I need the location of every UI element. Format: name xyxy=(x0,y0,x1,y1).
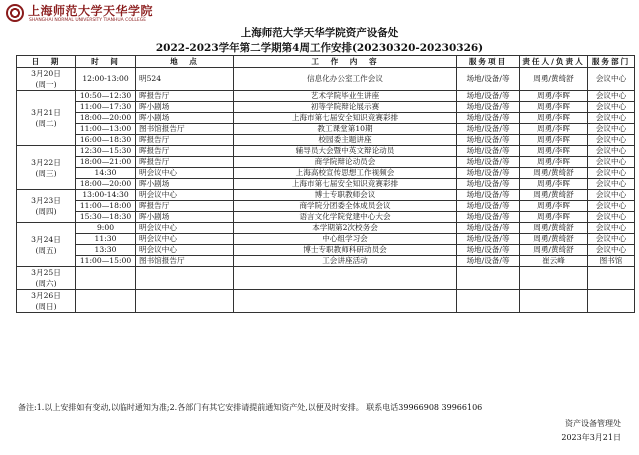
cell-dept: 会议中心 xyxy=(588,113,635,124)
cell-content: 本学期第2次校务会 xyxy=(234,223,457,234)
cell-person: 周勇/黄绮舒 xyxy=(520,223,588,234)
cell-place: 图书馆报告厅 xyxy=(136,256,234,267)
cell-time: 13:00-14:30 xyxy=(76,190,136,201)
table-row xyxy=(17,124,635,135)
table-row xyxy=(17,157,635,168)
cell-dept: 会议中心 xyxy=(588,102,635,113)
cell-place xyxy=(136,267,234,290)
cell-service xyxy=(457,290,520,313)
table-row xyxy=(17,113,635,124)
table-row xyxy=(17,146,635,157)
cell-content: 商学院分团委全体成员会议 xyxy=(234,201,457,212)
cell-time: 18:00—21:00 xyxy=(76,157,136,168)
cell-service: 场地/设备/等 xyxy=(457,201,520,212)
cell-person: 周勇/黄绮舒 xyxy=(520,245,588,256)
cell-service: 场地/设备/等 xyxy=(457,234,520,245)
cell-dept: 会议中心 xyxy=(588,157,635,168)
cell-dept: 图书馆 xyxy=(588,256,635,267)
cell-person: 周勇/黄绮舒 xyxy=(520,234,588,245)
cell-content: 博士专职教师科研动员会 xyxy=(234,245,457,256)
date-label: 3月21日 xyxy=(31,108,61,117)
cell-service: 场地/设备/等 xyxy=(457,190,520,201)
document-subtitle: 2022-2023学年第二学期第4周工作安排(20230320-20230326) xyxy=(155,42,484,54)
weekday-label: (周六) xyxy=(35,279,57,288)
table-header-row xyxy=(17,56,635,68)
cell-place xyxy=(136,290,234,313)
cell-place: 晖小剧场 xyxy=(136,102,234,113)
header-service: 服务项目 xyxy=(457,56,520,68)
footer-note: 备注:1.以上安排如有变动,以临时通知为准;2.各部门有其它安排请提前通知资产处,以便及时安排。 联系电话39966908 39966106 xyxy=(18,403,483,412)
header-place: 地 点 xyxy=(136,56,234,68)
cell-content: 语言文化学院党建中心大会 xyxy=(234,212,457,223)
header-content: 工 作 内 容 xyxy=(234,56,457,68)
cell-time: 11:00—17:30 xyxy=(76,102,136,113)
table-row xyxy=(17,256,635,267)
cell-time: 18:00—20:00 xyxy=(76,179,136,190)
cell-content: 商学院辩论动员会 xyxy=(234,157,457,168)
cell-content: 校园委主题讲座 xyxy=(234,135,457,146)
table-row xyxy=(17,234,635,245)
table-row xyxy=(17,267,635,290)
cell-time: 13:30 xyxy=(76,245,136,256)
cell-content: 中心组学习会 xyxy=(234,234,457,245)
cell-place: 晖小剧场 xyxy=(136,113,234,124)
date-label: 3月23日 xyxy=(31,196,61,205)
cell-person: 周勇/黄绮舒 xyxy=(520,68,588,91)
cell-service: 场地/设备/等 xyxy=(457,91,520,102)
cell-content xyxy=(234,290,457,313)
cell-content: 辅导员大会暨中英文辩论动员 xyxy=(234,146,457,157)
cell-date xyxy=(17,146,76,190)
cell-content: 信息化办公室工作会议 xyxy=(234,68,457,91)
cell-service: 场地/设备/等 xyxy=(457,113,520,124)
weekday-label: (周二) xyxy=(35,119,57,128)
cell-date xyxy=(17,223,76,267)
cell-time: 18:00—20:00 xyxy=(76,113,136,124)
cell-dept: 会议中心 xyxy=(588,223,635,234)
table-row xyxy=(17,290,635,313)
weekday-label: (周三) xyxy=(35,168,57,178)
cell-person: 周勇/李晖 xyxy=(520,212,588,223)
cell-dept xyxy=(588,267,635,290)
cell-place: 明524 xyxy=(136,68,234,91)
cell-time: 11:00—18:00 xyxy=(76,201,136,212)
cell-dept: 会议中心 xyxy=(588,201,635,212)
cell-person: 周勇/李晖 xyxy=(520,201,588,212)
cell-time: 11:00—13:00 xyxy=(76,124,136,135)
header-person: 责任人/负责人 xyxy=(520,56,588,68)
document-title: 上海师范大学天华学院资产设备处 xyxy=(240,27,399,39)
table-row xyxy=(17,179,635,190)
cell-service: 场地/设备/等 xyxy=(457,68,520,91)
schedule-table xyxy=(16,55,635,313)
table-row xyxy=(17,201,635,212)
header-date: 日 期 xyxy=(17,56,76,68)
issue-date: 2023年3月21日 xyxy=(561,433,621,442)
cell-service: 场地/设备/等 xyxy=(457,146,520,157)
cell-person: 周勇/李晖 xyxy=(520,124,588,135)
cell-place: 晖报告厅 xyxy=(136,91,234,102)
header-dept: 服务部门 xyxy=(588,56,635,68)
cell-person: 周勇/李晖 xyxy=(520,113,588,124)
cell-date xyxy=(17,267,76,290)
cell-place: 明会议中心 xyxy=(136,223,234,234)
cell-content: 博士专职教师会议 xyxy=(234,190,457,201)
college-logo xyxy=(3,2,178,26)
weekday-label: (周一) xyxy=(35,80,57,89)
cell-date xyxy=(17,91,76,146)
cell-date xyxy=(17,68,76,91)
cell-dept: 会议中心 xyxy=(588,124,635,135)
cell-person: 周勇/李晖 xyxy=(520,157,588,168)
cell-person: 周勇/李晖 xyxy=(520,102,588,113)
cell-time: 10:50—12:30 xyxy=(76,91,136,102)
date-label: 3月25日 xyxy=(31,268,61,277)
cell-dept: 会议中心 xyxy=(588,245,635,256)
weekday-label: (周五) xyxy=(35,245,57,255)
cell-time: 16:00—18:30 xyxy=(76,135,136,146)
cell-dept: 会议中心 xyxy=(588,212,635,223)
cell-content xyxy=(234,267,457,290)
schedule-body xyxy=(17,68,635,313)
cell-service: 场地/设备/等 xyxy=(457,168,520,179)
cell-place: 晖报告厅 xyxy=(136,135,234,146)
cell-person: 周勇/李晖 xyxy=(520,91,588,102)
cell-service: 场地/设备/等 xyxy=(457,102,520,113)
cell-dept: 会议中心 xyxy=(588,234,635,245)
cell-person: 周勇/李晖 xyxy=(520,146,588,157)
cell-content: 教工课堂第10期 xyxy=(234,124,457,135)
cell-place: 明会议中心 xyxy=(136,168,234,179)
cell-content: 上海市第七届安全知识竞赛彩排 xyxy=(234,179,457,190)
cell-service: 场地/设备/等 xyxy=(457,179,520,190)
logo-english-name: SHANGHAI NORMAL UNIVERSITY TIANHUA COLLEGE xyxy=(29,18,147,23)
date-label: 3月22日 xyxy=(31,157,61,167)
table-row xyxy=(17,91,635,102)
cell-time: 12:30—15:30 xyxy=(76,146,136,157)
table-row xyxy=(17,245,635,256)
cell-person: 周勇/李晖 xyxy=(520,135,588,146)
cell-service xyxy=(457,267,520,290)
cell-content: 上海市第七届安全知识竞赛彩排 xyxy=(234,113,457,124)
cell-time: 12:00-13:00 xyxy=(76,68,136,91)
cell-service: 场地/设备/等 xyxy=(457,223,520,234)
date-label: 3月24日 xyxy=(31,234,61,244)
cell-dept: 会议中心 xyxy=(588,146,635,157)
cell-place: 晖报告厅 xyxy=(136,146,234,157)
cell-dept: 会议中心 xyxy=(588,68,635,91)
cell-date xyxy=(17,290,76,313)
table-row xyxy=(17,190,635,201)
header-time: 时 间 xyxy=(76,56,136,68)
weekday-label: (周日) xyxy=(35,302,57,311)
issuing-office: 资产设备管理处 xyxy=(565,419,621,428)
table-row xyxy=(17,68,635,91)
date-label: 3月20日 xyxy=(31,69,61,78)
cell-dept: 会议中心 xyxy=(588,190,635,201)
cell-service: 场地/设备/等 xyxy=(457,124,520,135)
cell-place: 晖报告厅 xyxy=(136,201,234,212)
cell-place: 晖报告厅 xyxy=(136,157,234,168)
cell-dept xyxy=(588,290,635,313)
cell-content: 上海高校宣传思想工作视频会 xyxy=(234,168,457,179)
cell-service: 场地/设备/等 xyxy=(457,135,520,146)
table-row xyxy=(17,135,635,146)
cell-time: 14:30 xyxy=(76,168,136,179)
cell-place: 明会议中心 xyxy=(136,234,234,245)
cell-person: 周勇/李晖 xyxy=(520,179,588,190)
weekday-label: (周四) xyxy=(35,207,57,216)
cell-dept: 会议中心 xyxy=(588,179,635,190)
cell-place: 晖小剧场 xyxy=(136,212,234,223)
cell-place: 图书馆报告厅 xyxy=(136,124,234,135)
cell-time xyxy=(76,267,136,290)
table-row xyxy=(17,168,635,179)
date-label: 3月26日 xyxy=(31,291,61,300)
cell-person: 周勇/黄绮舒 xyxy=(520,190,588,201)
cell-service: 场地/设备/等 xyxy=(457,256,520,267)
cell-time: 11:30 xyxy=(76,234,136,245)
cell-time: 15:30—18:30 xyxy=(76,212,136,223)
table-row xyxy=(17,102,635,113)
cell-content: 艺术学院毕业生讲座 xyxy=(234,91,457,102)
cell-content: 初等学院辩论展示赛 xyxy=(234,102,457,113)
cell-time: 9:00 xyxy=(76,223,136,234)
cell-dept: 会议中心 xyxy=(588,135,635,146)
cell-person xyxy=(520,267,588,290)
cell-date xyxy=(17,190,76,223)
table-row xyxy=(17,212,635,223)
table-row xyxy=(17,223,635,234)
cell-time xyxy=(76,290,136,313)
cell-time: 11:00—15:00 xyxy=(76,256,136,267)
logo-chinese-name: 上海师范大学天华学院 xyxy=(28,4,154,18)
cell-person: 周勇/黄绮舒 xyxy=(520,168,588,179)
cell-service: 场地/设备/等 xyxy=(457,245,520,256)
college-emblem-icon xyxy=(6,4,24,22)
cell-person xyxy=(520,290,588,313)
cell-service: 场地/设备/等 xyxy=(457,212,520,223)
cell-place: 明会议中心 xyxy=(136,190,234,201)
cell-service: 场地/设备/等 xyxy=(457,157,520,168)
cell-dept: 会议中心 xyxy=(588,91,635,102)
cell-content: 工会讲座活动 xyxy=(234,256,457,267)
cell-dept: 会议中心 xyxy=(588,168,635,179)
cell-person: 崔云峰 xyxy=(520,256,588,267)
cell-place: 晖小剧场 xyxy=(136,179,234,190)
cell-place: 明会议中心 xyxy=(136,245,234,256)
